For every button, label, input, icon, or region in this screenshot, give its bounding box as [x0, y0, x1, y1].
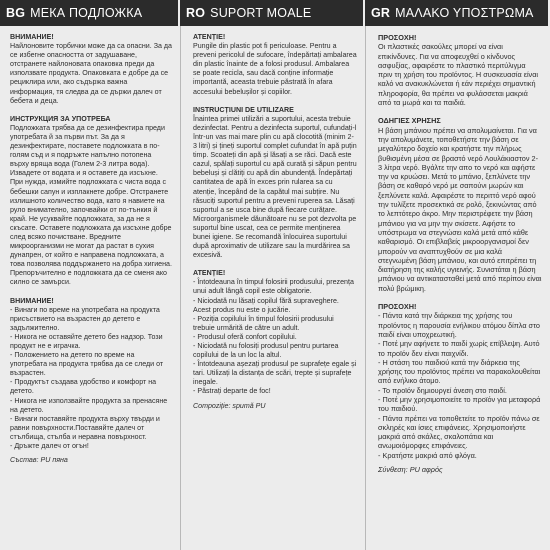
list-item: - Винаги по време на употребата на продукта присъствието на възрастен до детето е задължително.	[10, 305, 160, 332]
list-item: - Продуктът създава удобство и комфорт на детето.	[10, 378, 157, 396]
list-item: - Întotdeauna în timpul folosirii produsului, prezența unui adult lângă copil este obligatorie.	[193, 278, 354, 296]
product-name: МЕКА ПОДЛОЖКА	[30, 6, 143, 20]
instructions-text: Înaintea primei utilizări a suportului, acesta trebuie dezinfectat. Pentru a dezinfecta suportul, cufundați-l într-un vas mai mare plin cu apă clocotită (minim 2-3 litri) și țineți suportul complet cufundat în apă puțin timp. Scoateți din apă și lăsați a se răci. Dacă este cazul, spălați suportul cu apă curată și săpun pentru bebeluși și clătiți cu apă din abundență. Îndepărtați cantitatea de apă în exces prin rularea sa cu atenție, începând de la capătul mai subțire. Nu răsuciți suportul pentru a preveni ruperea sa. Lăsați suportul a se usca bine după fiecare curățare. Microorganismele dăunătoare nu se pot dezvolta pe suportul bine uscat, cea ce permite menținerea bunei igiene. Se recomandă înlocuirea suportului după aproximativ de utilizare sau la murdărirea sa excesivă.	[193, 114, 357, 260]
instructions-text: Подложката трябва да се дезинфектира преди употребата й за първи път. За да я дезинфектирате, поставете подложката в по-голям съд и я подръжте напълно потопена върху вряща вода (Голем 2-3 литра вода). Извадете от водата и я оставете да изсъхне. При нужда, измийте подложката с чиста вода с бебешки сапун и изплакнете добре. Отстранете излишното количество вода, като я навиете на руло внимателно, започвайки от по-тънкия й край. Не усуквайте подложката, за да не я скъсате. Оставете подложката да изсъхне добре след всяко почистване. Вредните микроорганизми не могат да растат в сухия дунапрен, от който е направена подложката, а това позволява поддържането на добра хигиена. Препоръчително е подложката да се сменя ако силно се замърси.	[10, 123, 172, 287]
list-item: - Păstrați departe de foc!	[193, 387, 271, 396]
notes-list	[10, 306, 172, 452]
column-bg	[0, 0, 180, 550]
list-item: - Η στάση του παιδιού κατά την διάρκεια της χρήσης του προϊόντος πρέπει να παρακολουθείται από ενήλικο άτομο.	[378, 357, 541, 386]
list-item: - Κρατήστε μακριά από φλόγα.	[378, 450, 477, 460]
warning-text: Найлоновите торбички може да са опасни. За да се избегне опасността от задушаване, отстранете найлоновата опаковка преди да използвате продукта. Опаковката е добре да се рециклира или, ако съдържа важна информация, тя следва да се държи далеч от бебета и деца.	[10, 42, 172, 105]
list-item: - Дръжте далеч от огън!	[10, 442, 89, 451]
list-item: - Niciodată nu lăsați copilul fără supraveghere. Acest produs nu este o jucărie.	[193, 296, 339, 314]
warning-section	[378, 33, 542, 107]
warning-section	[193, 33, 357, 97]
warning-text: Pungile din plastic pot fi periculoase. Pentru a preveni pericolul de sufocare, îndepărtați ambalarea din plastic înainte de a folosi produsul. Ambalarea se poate recicla, sau dacă conține informație importantă, aceasta trebuie păstrată în afara accesului bebelușilor și copiilor.	[193, 42, 357, 96]
notes-section	[378, 302, 542, 474]
list-item: - Никога не оставяйте детето без надзор. Този продукт не е играчка.	[10, 332, 163, 350]
instructions-text: Η βάση μπάνιου πρέπει να απολυμαίνεται. Για να την απολυμάνετε, τοποθετήστε την βάση σε μεγαλύτερο δοχείο και κρατήστε την πλήρως βυθισμένη μέσα σε βραστό νερό Λουλάκιαστον 2-3 λίτρα νερό. Βγάλτε την απο το νερό και αφήστε την να κρυώσει. Μετά το μπάνιο, ξεπλύνετε την βάση σε καθαρό νερό με σαπούνι μωρών και ξεπλύνετε καλά. Αφαιρέστε το περιττό νερό αφού την τυλίξετε προσεκτικά σε ρολό, ξεκινώντας από το λεπτότερο άκρο. Μην περιστρέφετε την βάση μπάνιου για να μην την σκίσετε. Αφήστε το υπόστρωμα να στεγνώσει καλά μετά από κάθε καθαρισμό. Οι επιβλαβείς μικροοργανισμοί δεν μπορούν να αναπτυχθούν σε μια καλά στεγνωμένη βάση μπάνιου, και αυτό επιτρέπει τη διατήρηση της καλής υγιεινής. Συνιστάται η βάση μπάνιου να αντικατασταθεί μετά από περίπου είναι πολύ βρώμικη.	[378, 125, 542, 293]
instructions-section	[378, 116, 542, 293]
composition: Σύνθεση: PU αφρός	[378, 465, 443, 475]
notes-title: ΠΡΟΣΟΧΗ!	[378, 302, 417, 312]
product-name: SUPORT MOALE	[210, 6, 312, 20]
column-body-bg	[0, 26, 180, 465]
list-item: - Întotdeauna așezați produsul pe suprafețe egale și tari. Utilizați la distanța de scări, trepte și suprafețe inegale.	[193, 360, 357, 387]
warning-title: ΠΡΟΣΟΧΗ!	[378, 33, 417, 42]
warning-title: ATENȚIE!	[193, 33, 226, 41]
column-header-gr	[365, 0, 550, 26]
column-body-gr	[365, 26, 550, 550]
list-item: - Produsul oferă confort copilului.	[193, 332, 297, 341]
list-item: - Poziția copilului în timpul folosirii produsului trebuie urmărită de către un adult.	[193, 314, 334, 332]
warning-text: Οι πλαστικές σακούλες μπορεί να είναι επικίνδυνες. Για να αποφευχθεί ο κίνδυνος ασφυξίας, αφαιρέστε το πλαστικό περιτύλιγμα πριν τη χρήση του προϊόντος. Η συσκευασία είναι καλό να ανακυκλώνεται ή εάν περιέχει σημαντική πληροφορία, θα πρέπει να φυλάσσεται μακριά από τα μωρά και τα παιδιά.	[378, 42, 539, 108]
instructions-title: INSTRUCȚIUNI DE UTILIZARE	[193, 105, 294, 114]
notes-title: ATENȚIE!	[193, 269, 226, 278]
list-item: - Το προϊόν δημιουργεί άνεση στο παιδί.	[378, 385, 507, 395]
list-item: - Πάντα κατά την διάρκεια της χρήσης του προϊόντος η παρουσία ενήλικου ατόμου δίπλα στο παιδί είναι υποχρεωτική.	[378, 311, 540, 339]
list-item: - Ποτέ μην αφήνετε το παιδί χωρίς επίβλεψη. Αυτό το προϊόν δεν είναι παιχνίδι.	[378, 339, 540, 358]
language-code: RO	[186, 6, 206, 20]
notes-section	[10, 297, 172, 466]
list-item: - Положението на детето по време на употребата на продукта трябва да се следи от възрастен.	[10, 351, 164, 378]
column-header-ro	[180, 0, 365, 26]
instructions-title: ΟΔΗΓΙΕΣ ΧΡΗΣΗΣ	[378, 116, 441, 126]
instructions-title: ИНСТРУКЦИЯ ЗА УПОТРЕБА	[10, 114, 111, 123]
notes-list	[193, 278, 357, 396]
composition: Compoziție: spumă PU	[193, 401, 266, 410]
list-item: - Πάντα πρέπει να τοποθετείτε το προϊόν πάνω σε σκληρές και ίσιες επιφάνειες. Χρησιμοποιήστε μακριά από σκάλες, σκαλοπάτια και ανωμοιόμορφες επιφάνειες.	[378, 413, 540, 451]
notes-list	[378, 311, 542, 460]
list-item: - Никога не използвайте продукта за пренасяне на детето.	[10, 396, 168, 414]
instructions-section	[193, 106, 357, 261]
list-item: - Винаги поставяйте продукта върху твърди и равни повърхности.Поставяйте далеч от стълбища, стълба и неравна повърхност.	[10, 414, 160, 441]
column-body-ro	[180, 26, 365, 550]
language-code: GR	[371, 6, 391, 20]
warning-title: ВНИМАНИЕ!	[10, 33, 54, 41]
product-name: ΜΑΛΑΚΟ ΥΠΟΣΤΡΩΜΑ	[395, 6, 534, 20]
column-header-bg	[0, 0, 180, 26]
instructions-section	[10, 115, 172, 288]
column-gr	[365, 0, 550, 550]
column-ro	[180, 0, 365, 550]
list-item: - Ποτέ μην χρησιμοποιείτε το προϊόν για μεταφορά του παιδιού.	[378, 394, 541, 414]
composition: Състав: PU пяна	[10, 456, 68, 465]
list-item: - Niciodată nu folosiți produsul pentru purtarea copilului de la un loc la altul.	[193, 342, 339, 360]
warning-section	[10, 33, 172, 106]
language-code: BG	[6, 6, 26, 20]
notes-title: ВНИМАНИЕ!	[10, 296, 54, 305]
notes-section	[193, 269, 357, 410]
